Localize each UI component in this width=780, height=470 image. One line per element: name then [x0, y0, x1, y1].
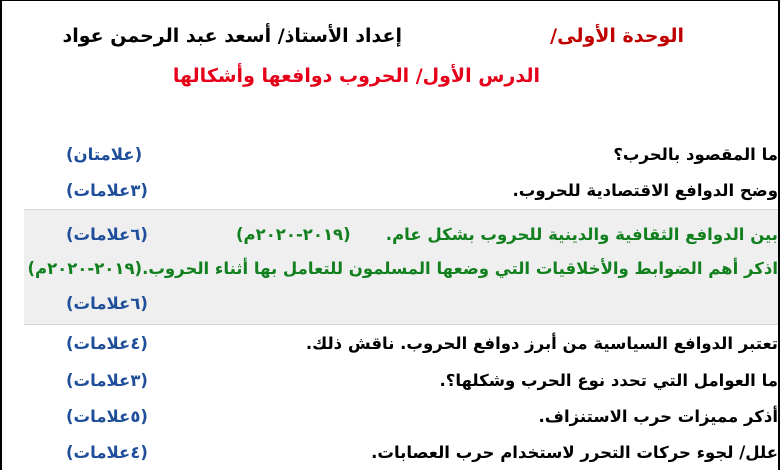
lesson-title: الدرس الأول/ الحروب دوافعها وأشكالها: [172, 65, 540, 87]
question-row: [24, 326, 778, 360]
question-marks: (٤علامات): [66, 333, 148, 353]
question-year: (٢٠١٩-٢٠٢٠م): [236, 224, 351, 244]
question-text: علل/ لجوء حركات التحرر لاستخدام حرب العصابات.: [371, 442, 778, 462]
question-text: وضح الدوافع الاقتصادية للحروب.: [512, 180, 778, 200]
question-marks: (٣علامات): [66, 370, 148, 390]
question-marks: (٥علامات): [66, 406, 148, 426]
question-row: [24, 363, 778, 397]
question-row: [24, 251, 778, 285]
question-row: [24, 217, 778, 251]
question-text: أذكر مميزات حرب الاستنزاف.: [538, 406, 778, 426]
unit-title: الوحدة الأولى/: [550, 25, 684, 47]
question-text: تعتبر الدوافع السياسية من أبرز دوافع الحروب. ناقش ذلك.: [305, 333, 778, 353]
question-row: [24, 173, 778, 207]
question-body: اذكر أهم الضوابط والأخلاقيات التي وضعها المسلمون للتعامل بها أثناء الحروب.: [142, 258, 778, 278]
question-marks-row: [24, 286, 778, 320]
question-marks: (٦علامات): [66, 293, 148, 313]
question-year: (٢٠١٩-٢٠٢٠م): [27, 258, 143, 278]
question-row: [24, 399, 778, 433]
question-text: [27, 259, 778, 278]
question-marks: (علامتان): [66, 144, 143, 164]
question-text: ما المقصود بالحرب؟: [613, 144, 778, 164]
question-marks: (٤علامات): [66, 442, 148, 462]
question-text: ما العوامل التي تحدد نوع الحرب وشكلها؟.: [439, 370, 778, 390]
question-row: [24, 137, 778, 171]
question-row: [24, 435, 778, 469]
question-text: بين الدوافع الثقافية والدينية للحروب بشكل عام.: [385, 224, 778, 244]
author-line: إعداد الأستاذ/ أسعد عبد الرحمن عواد: [62, 25, 402, 47]
question-marks: (٦علامات): [66, 224, 148, 244]
question-marks: (٣علامات): [66, 180, 148, 200]
